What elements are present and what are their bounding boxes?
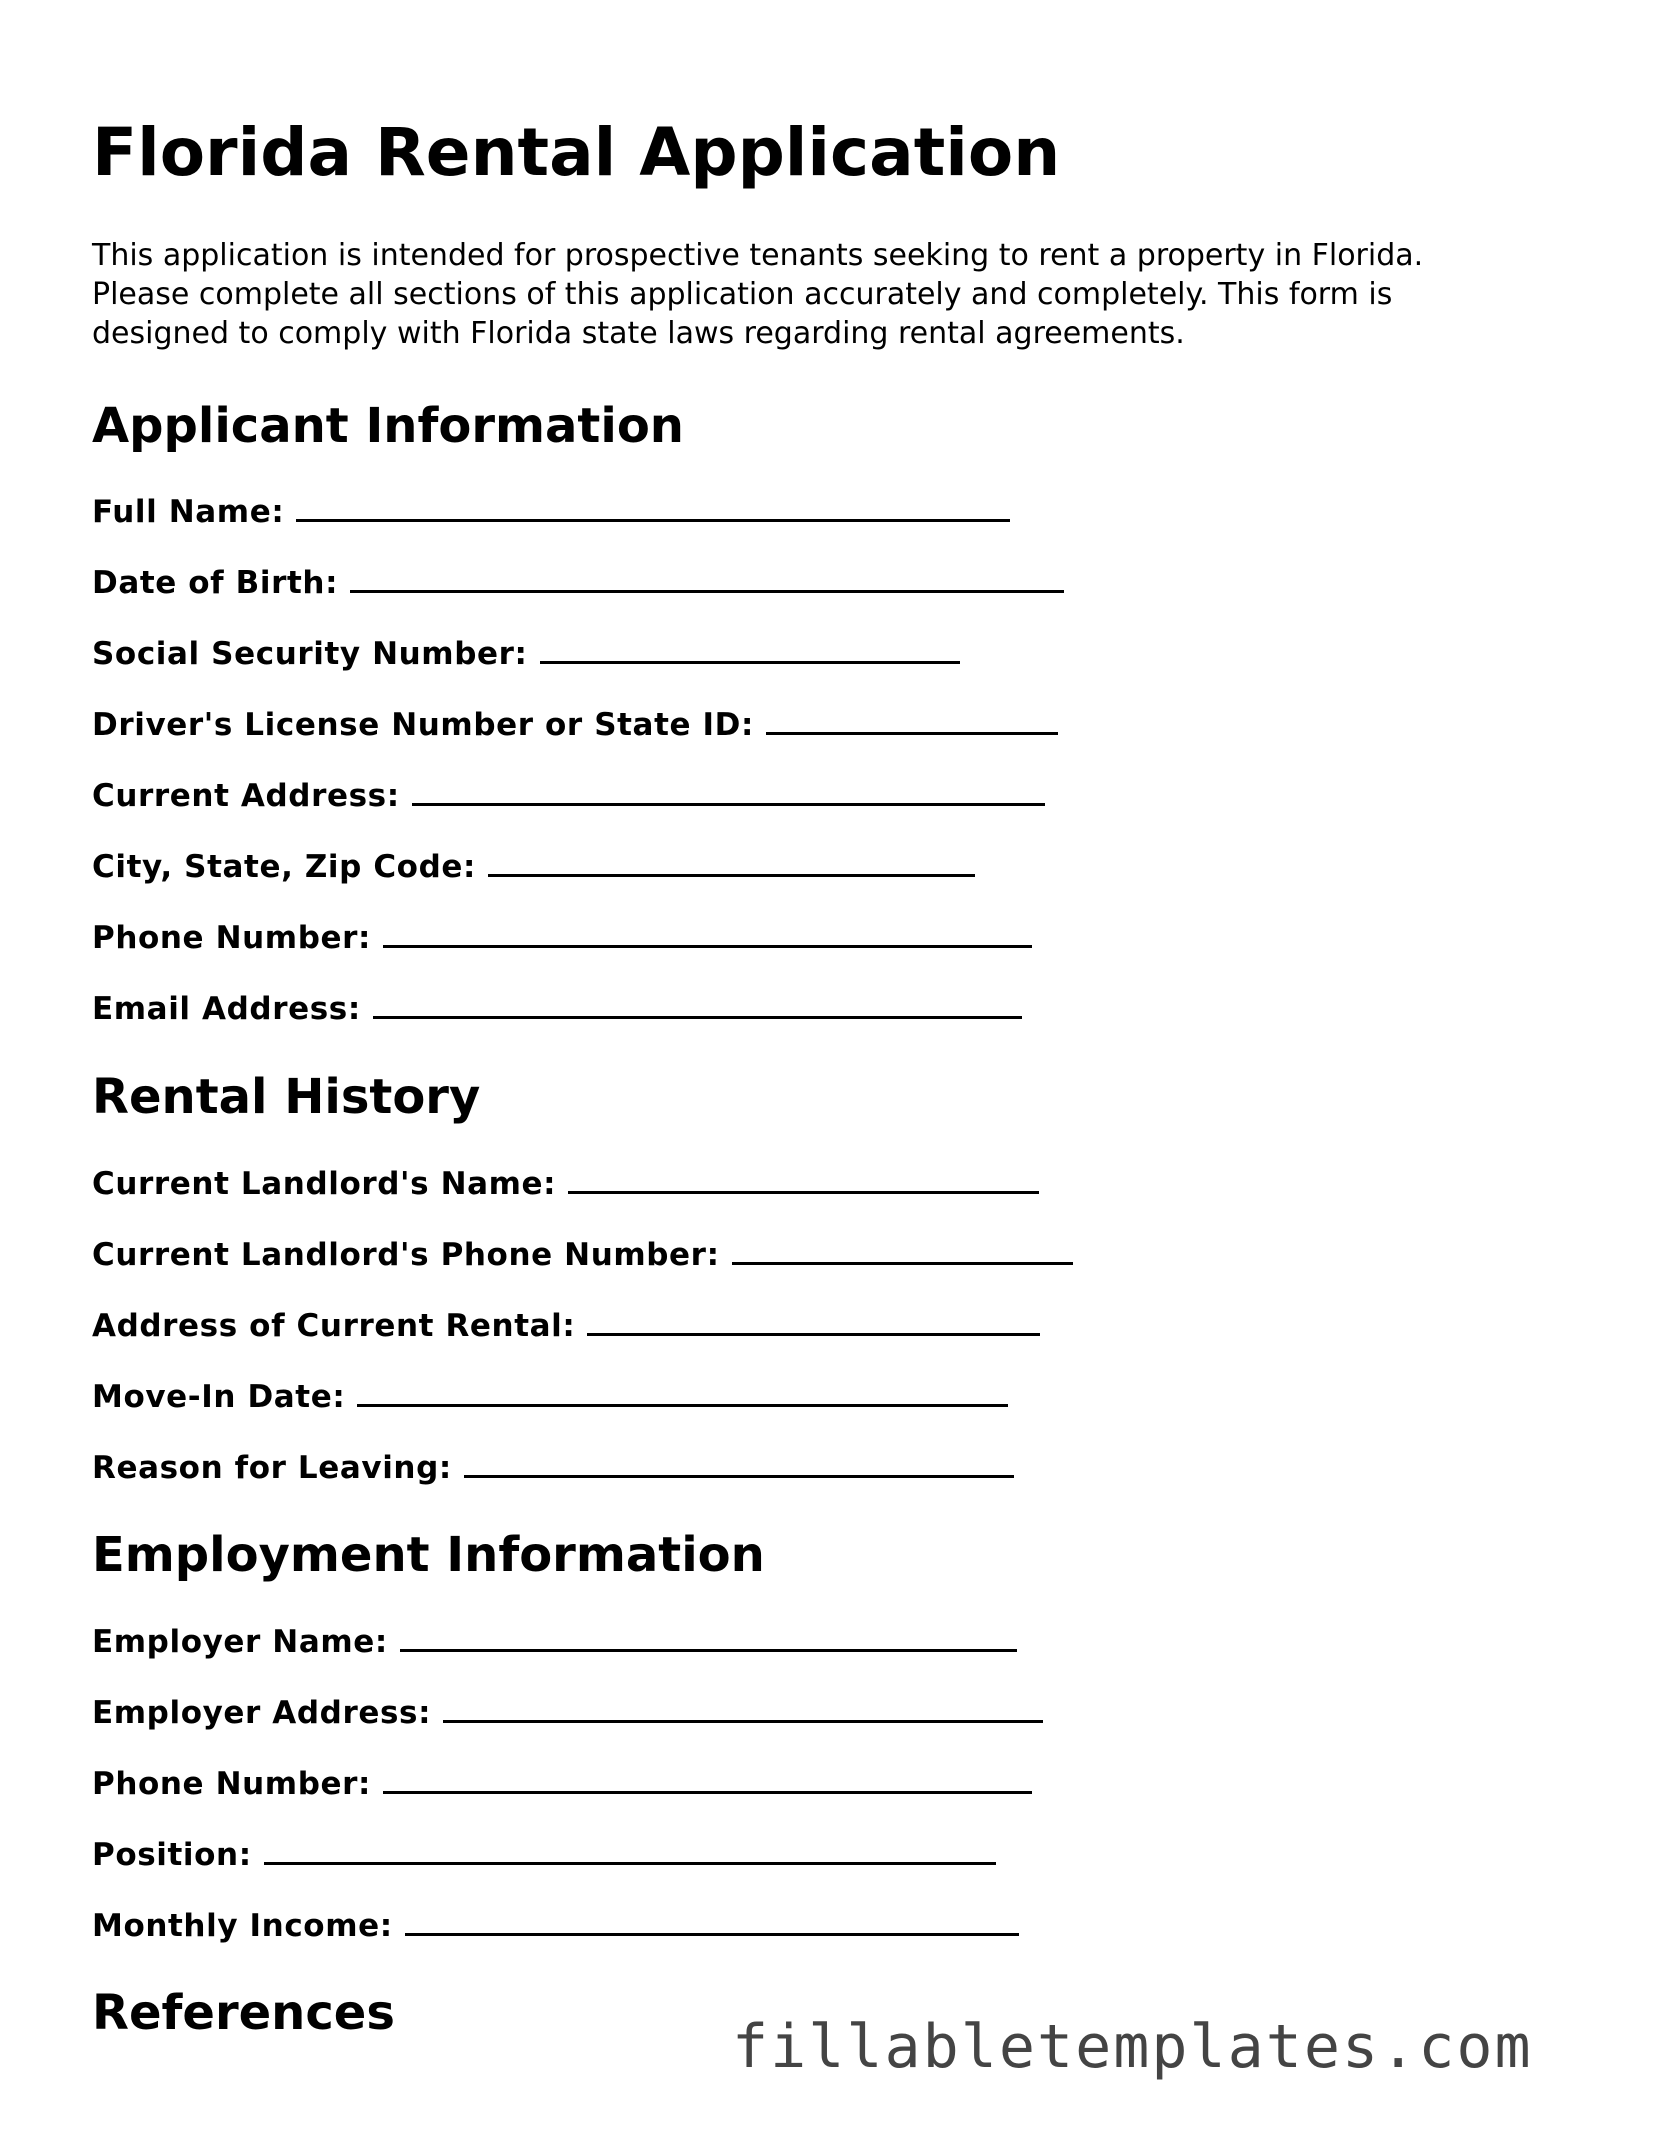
city-state-zip-input-line[interactable] [488,846,975,877]
ssn-field [92,632,960,676]
employer-phone-field [92,1762,1032,1806]
employer-phone-label: Phone Number: [92,1766,371,1802]
landlord-phone-field [92,1233,1073,1277]
employer-name-label: Employer Name: [92,1624,388,1660]
employer-name-field [92,1620,1017,1664]
landlord-name-label: Current Landlord's Name: [92,1166,557,1202]
email-field [92,987,1022,1031]
applicant-phone-label: Phone Number: [92,920,371,956]
ssn-label: Social Security Number: [92,636,528,672]
intro-line: Please complete all sections of this application accurately and completely. This form is [92,277,1393,312]
drivers-license-label: Driver's License Number or State ID: [92,707,754,743]
employer-address-label: Employer Address: [92,1695,432,1731]
current-address-field [92,774,1045,818]
city-state-zip-field [92,845,975,889]
monthly-income-field [92,1904,1019,1948]
ssn-input-line[interactable] [540,633,960,664]
drivers-license-field [92,703,1058,747]
full-name-label: Full Name: [92,494,285,530]
city-state-zip-label: City, State, Zip Code: [92,849,476,885]
email-input-line[interactable] [373,988,1022,1019]
employer-address-field [92,1691,1043,1735]
full-name-input-line[interactable] [296,491,1010,522]
monthly-income-label: Monthly Income: [92,1908,393,1944]
current-address-input-line[interactable] [412,775,1045,806]
section-heading-employment: Employment Information [92,1527,765,1583]
reason-leaving-input-line[interactable] [464,1447,1014,1478]
employer-name-input-line[interactable] [400,1621,1017,1652]
reason-leaving-field [92,1446,1014,1490]
applicant-phone-field [92,916,1032,960]
position-field [92,1833,996,1877]
rental-address-field [92,1304,1040,1348]
date-of-birth-input-line[interactable] [350,562,1064,593]
landlord-name-input-line[interactable] [568,1163,1039,1194]
section-heading-references: References [92,1985,395,2041]
monthly-income-input-line[interactable] [405,1905,1019,1936]
section-heading-rental-history: Rental History [92,1069,481,1125]
move-in-date-input-line[interactable] [357,1376,1008,1407]
applicant-phone-input-line[interactable] [383,917,1032,948]
rental-address-input-line[interactable] [587,1305,1040,1336]
reason-leaving-label: Reason for Leaving: [92,1450,452,1486]
move-in-date-label: Move-In Date: [92,1379,346,1415]
date-of-birth-label: Date of Birth: [92,565,339,601]
current-address-label: Current Address: [92,778,400,814]
position-label: Position: [92,1837,252,1873]
rental-address-label: Address of Current Rental: [92,1308,576,1344]
employer-address-input-line[interactable] [443,1692,1043,1723]
intro-paragraph [92,236,1572,353]
date-of-birth-field [92,561,1064,605]
landlord-name-field [92,1162,1039,1206]
page-title: Florida Rental Application [92,114,1061,191]
watermark-text: fillabletemplates.com [732,2012,1533,2082]
section-heading-applicant: Applicant Information [92,398,684,454]
intro-line: designed to comply with Florida state laws regarding rental agreements. [92,316,1185,351]
landlord-phone-label: Current Landlord's Phone Number: [92,1237,720,1273]
employer-phone-input-line[interactable] [383,1763,1032,1794]
position-input-line[interactable] [264,1834,996,1865]
drivers-license-input-line[interactable] [766,704,1058,735]
intro-line: This application is intended for prospective tenants seeking to rent a property in Florida. [92,238,1424,273]
landlord-phone-input-line[interactable] [732,1234,1073,1265]
move-in-date-field [92,1375,1008,1419]
full-name-field [92,490,1010,534]
email-label: Email Address: [92,991,361,1027]
